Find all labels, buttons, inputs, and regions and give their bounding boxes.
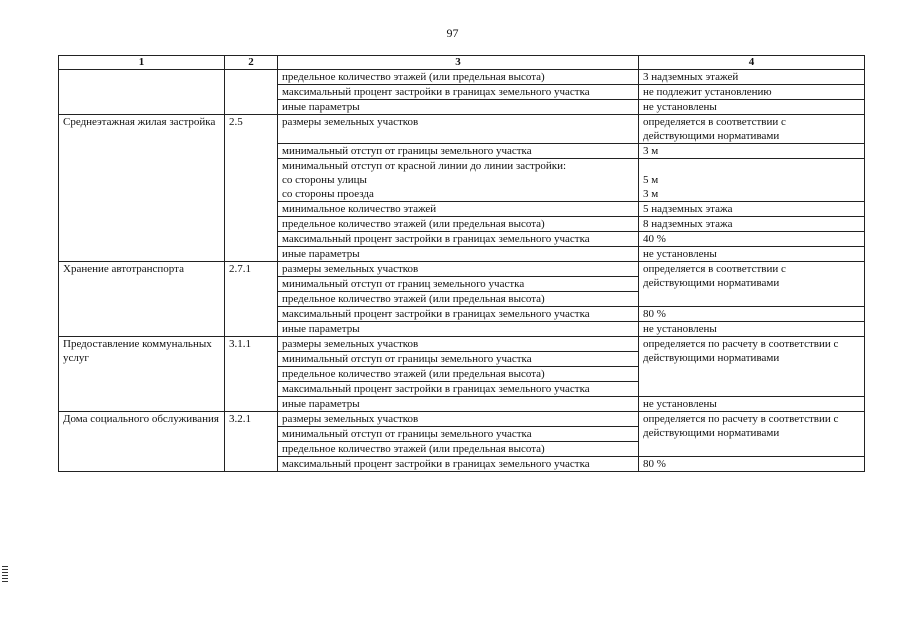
- param-line: со стороны улицы: [282, 174, 367, 186]
- use-name-cell: Дома социального обслуживания: [59, 412, 225, 472]
- use-name-cell: Предоставление коммунальных услуг: [59, 337, 225, 412]
- header-col-3: 3: [278, 56, 639, 70]
- value-cell: не установлены: [639, 247, 865, 262]
- param-cell: размеры земельных участков: [278, 262, 639, 277]
- value-cell: не установлены: [639, 397, 865, 412]
- header-col-2: 2: [225, 56, 278, 70]
- value-line: 3 м: [643, 188, 659, 200]
- header-row: [59, 56, 865, 70]
- param-cell: размеры земельных участков: [278, 412, 639, 427]
- param-cell-multiline: [278, 159, 639, 202]
- param-cell: максимальный процент застройки в границах земельного участка: [278, 232, 639, 247]
- param-cell: минимальный отступ от границы земельного участка: [278, 352, 639, 367]
- value-cell: определяется по расчету в соответствии с действующими нормативами: [639, 412, 865, 457]
- use-name-cell: Хранение автотранспорта: [59, 262, 225, 337]
- table-row: [59, 115, 865, 144]
- param-cell: предельное количество этажей (или предельная высота): [278, 442, 639, 457]
- value-cell: определяется по расчету в соответствии с действующими нормативами: [639, 337, 865, 397]
- param-cell: максимальный процент застройки в границах земельного участка: [278, 85, 639, 100]
- value-cell: 3 м: [639, 144, 865, 159]
- header-col-1: 1: [59, 56, 225, 70]
- param-cell: иные параметры: [278, 100, 639, 115]
- scan-margin-mark: [2, 566, 8, 584]
- param-cell: максимальный процент застройки в границах земельного участка: [278, 457, 639, 472]
- value-cell: 80 %: [639, 307, 865, 322]
- value-cell: не установлены: [639, 100, 865, 115]
- value-cell: 40 %: [639, 232, 865, 247]
- param-cell: предельное количество этажей (или предельная высота): [278, 217, 639, 232]
- value-cell: 5 надземных этажа: [639, 202, 865, 217]
- param-cell: минимальный отступ от границы земельного участка: [278, 144, 639, 159]
- param-cell: минимальное количество этажей: [278, 202, 639, 217]
- param-cell: иные параметры: [278, 322, 639, 337]
- value-cell: 80 %: [639, 457, 865, 472]
- param-line: минимальный отступ от красной линии до линии застройки:: [282, 160, 567, 172]
- regulations-table: [58, 55, 865, 472]
- value-cell: 3 надземных этажей: [639, 70, 865, 85]
- param-cell: размеры земельных участков: [278, 115, 639, 144]
- value-cell: 8 надземных этажа: [639, 217, 865, 232]
- continued-use-code: [225, 70, 278, 115]
- value-cell: не подлежит установлению: [639, 85, 865, 100]
- param-cell: минимальный отступ от границ земельного участка: [278, 277, 639, 292]
- param-line: со стороны проезда: [282, 188, 374, 200]
- value-line: 5 м: [643, 174, 659, 186]
- use-code-cell: 3.2.1: [225, 412, 278, 472]
- param-cell: размеры земельных участков: [278, 337, 639, 352]
- use-code-cell: 2.7.1: [225, 262, 278, 337]
- param-cell: максимальный процент застройки в границах земельного участка: [278, 382, 639, 397]
- param-cell: иные параметры: [278, 247, 639, 262]
- value-line-spacer: [643, 159, 860, 173]
- page-number: 97: [446, 26, 459, 40]
- param-cell: предельное количество этажей (или предельная высота): [278, 367, 639, 382]
- value-cell-multiline: [639, 159, 865, 202]
- continued-use-name: [59, 70, 225, 115]
- value-cell: определяется в соответствии с действующими нормативами: [639, 115, 865, 144]
- table-row: [59, 262, 865, 277]
- param-cell: иные параметры: [278, 397, 639, 412]
- value-cell: определяется в соответствии с действующими нормативами: [639, 262, 865, 307]
- table-row: [59, 337, 865, 352]
- header-col-4: 4: [639, 56, 865, 70]
- use-code-cell: 2.5: [225, 115, 278, 262]
- table-row: [59, 70, 865, 85]
- value-cell: не установлены: [639, 322, 865, 337]
- param-cell: предельное количество этажей (или предельная высота): [278, 292, 639, 307]
- param-cell: максимальный процент застройки в границах земельного участка: [278, 307, 639, 322]
- param-cell: минимальный отступ от границы земельного участка: [278, 427, 639, 442]
- use-code-cell: 3.1.1: [225, 337, 278, 412]
- table-row: [59, 412, 865, 427]
- param-cell: предельное количество этажей (или предельная высота): [278, 70, 639, 85]
- use-name-cell: Среднеэтажная жилая застройка: [59, 115, 225, 262]
